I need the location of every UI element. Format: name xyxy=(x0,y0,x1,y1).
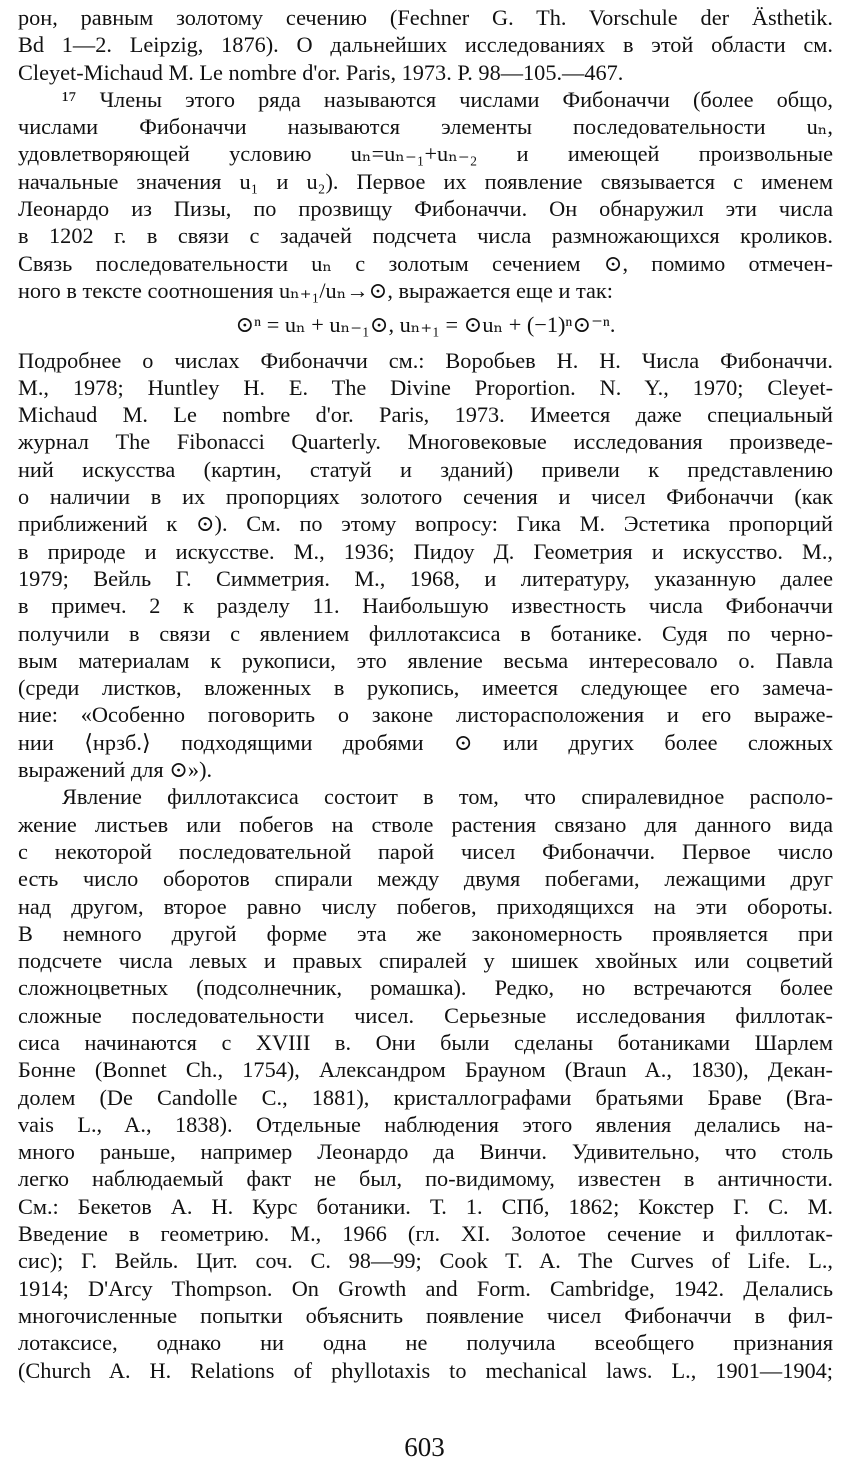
text-line: ние: «Особенно поговорить о законе листорасположения и его выраже- xyxy=(18,702,833,728)
text-line: рон, равным золотому сечению (Fechner G. Th. Vorschule der Ästhetik. xyxy=(18,5,833,30)
text-line: vais L., A., 1838). Отдельные наблюдения этого явления делались на- xyxy=(18,1111,833,1137)
text-line: (среди листков, вложенных в рукопись, имеется следующее его замеча- xyxy=(18,675,833,701)
text-line: в примеч. 2 к разделу 11. Наибольшую известность числа Фибоначчи xyxy=(18,593,833,619)
text-line: есть число оборотов спирали между двумя побегами, лежащими друг xyxy=(18,866,833,892)
text-line: лотаксисе, однако ни одна не получила всеобщего признания xyxy=(18,1330,833,1356)
text-line: См.: Бекетов А. Н. Курс ботаники. Т. 1. СПб, 1862; Кокстер Г. С. М. xyxy=(18,1193,833,1219)
text-line: получили в связи с явлением филлотаксиса в ботанике. Судя по черно- xyxy=(18,620,833,646)
text-line: с некоторой последовательной парой чисел Фибоначчи. Первое число xyxy=(18,838,833,864)
text-line: ¹⁷ Члены этого ряда называются числами Фибоначчи (более общо, xyxy=(62,86,833,112)
text-line: журнал The Fibonacci Quarterly. Многовековые исследования произведе- xyxy=(18,429,833,455)
page-number: 603 xyxy=(404,1432,445,1462)
text-line: нии ⟨нрзб.⟩ подходящими дробями ⊙ или других более сложных xyxy=(18,729,833,755)
text-line: вым материалам к рукописи, это явление весьма интересовало о. Павла xyxy=(18,647,833,673)
paragraph-phyllotaxis xyxy=(18,783,833,1384)
text-line: ного в тексте соотношения uₙ₊₁/uₙ→⊙, выражается еще и так: xyxy=(18,277,613,303)
text-line: удовлетворяющей условию uₙ=uₙ₋₁+uₙ₋₂ и имеющей произвольные xyxy=(18,141,833,167)
text-line: Bd 1—2. Leipzig, 1876). О дальнейших исследованиях в этой области см. xyxy=(18,32,833,58)
text-line: многочисленные попытки объяснить появление чисел Фибоначчи в фил- xyxy=(18,1302,833,1328)
text-line: 1914; D'Arcy Thompson. On Growth and Form. Cambridge, 1942. Делались xyxy=(18,1275,833,1301)
text-line: приближений к ⊙). См. по этому вопросу: Гика М. Эстетика пропорций xyxy=(18,511,833,537)
text-line: сложноцветных (подсолнечник, ромашка). Редко, но встречаются более xyxy=(18,975,833,1001)
text-line: о наличии в их пропорциях золотого сечения и чисел Фибоначчи (как xyxy=(18,484,833,510)
text-line: Связь последовательности uₙ с золотым сечением ⊙, помимо отмечен- xyxy=(18,250,833,276)
text-line: начальные значения u₁ и u₂). Первое их появление связывается с именем xyxy=(18,168,833,194)
text-line: Введение в геометрию. М., 1966 (гл. XI. Золотое сечение и филлотак- xyxy=(18,1221,833,1247)
text-line: Cleyet-Michaud M. Le nombre d'or. Paris, 1973. P. 98—105.—467. xyxy=(18,59,624,85)
text-line: (Church A. H. Relations of phyllotaxis to mechanical laws. L., 1901—1904; xyxy=(18,1357,833,1383)
footnote-17 xyxy=(18,86,833,783)
text-line: долем (De Candolle C., 1881), кристаллографами братьями Браве (Bra- xyxy=(18,1084,833,1110)
text-line: в природе и искусстве. М., 1936; Пидоу Д. Геометрия и искусство. М., xyxy=(18,538,833,564)
text-line: 1979; Вейль Г. Симметрия. М., 1968, и литературу, указанную далее xyxy=(18,565,833,591)
text-line: Бонне (Bonnet Ch., 1754), Александром Брауном (Braun A., 1830), Декан- xyxy=(18,1057,833,1083)
text-line: сис); Г. Вейль. Цит. соч. С. 98—99; Cook T. A. The Curves of Life. L., xyxy=(18,1248,833,1274)
text-line: жение листьев или побегов на стволе растения связано для данного вида xyxy=(18,811,833,837)
text-line: легко наблюдаемый факт не был, по-видимому, известен в античности. xyxy=(18,1166,833,1192)
text-line: Леонардо из Пизы, по прозвищу Фибоначчи. Он обнаружил эти числа xyxy=(18,196,833,222)
text-line: Явление филлотаксиса состоит в том, что спиралевидное располо- xyxy=(62,784,833,810)
text-line: числами Фибоначчи называются элементы последовательности uₙ, xyxy=(18,114,833,140)
footnote-16-tail xyxy=(18,4,833,86)
text-line: сложные последовательности чисел. Серьезные исследования филлотак- xyxy=(18,1002,833,1028)
text-line: подсчете числа левых и правых спиралей у шишек хвойных или соцветий xyxy=(18,948,833,974)
page-text xyxy=(18,4,833,1384)
text-line: М., 1978; Huntley H. E. The Divine Proportion. N. Y., 1970; Cleyet- xyxy=(18,374,833,400)
text-line: В немного другой форме эта же закономерность проявляется при xyxy=(18,920,833,946)
text-line: сиса начинаются с XVIII в. Они были сделаны ботаниками Шарлем xyxy=(18,1029,833,1055)
text-line: над другом, второе равно числу побегов, приходящихся на эти обороты. xyxy=(18,893,833,919)
text-line: Michaud M. Le nombre d'or. Paris, 1973. Имеется даже специальный xyxy=(18,402,833,428)
text-line: в 1202 г. в связи с задачей подсчета числа размножающихся кроликов. xyxy=(18,223,833,249)
text-line: ний искусства (картин, статуй и зданий) привели к представлению xyxy=(18,456,833,482)
text-line: выражений для ⊙»). xyxy=(18,757,213,783)
text-line: много раньше, например Леонардо да Винчи. Удивительно, что столь xyxy=(18,1139,833,1165)
formula: ⊙ⁿ = uₙ + uₙ₋₁⊙, uₙ₊₁ = ⊙uₙ + (−1)ⁿ⊙⁻ⁿ. xyxy=(235,312,616,338)
text-line: Подробнее о числах Фибоначчи см.: Воробьев Н. Н. Числа Фибоначчи. xyxy=(18,347,833,373)
